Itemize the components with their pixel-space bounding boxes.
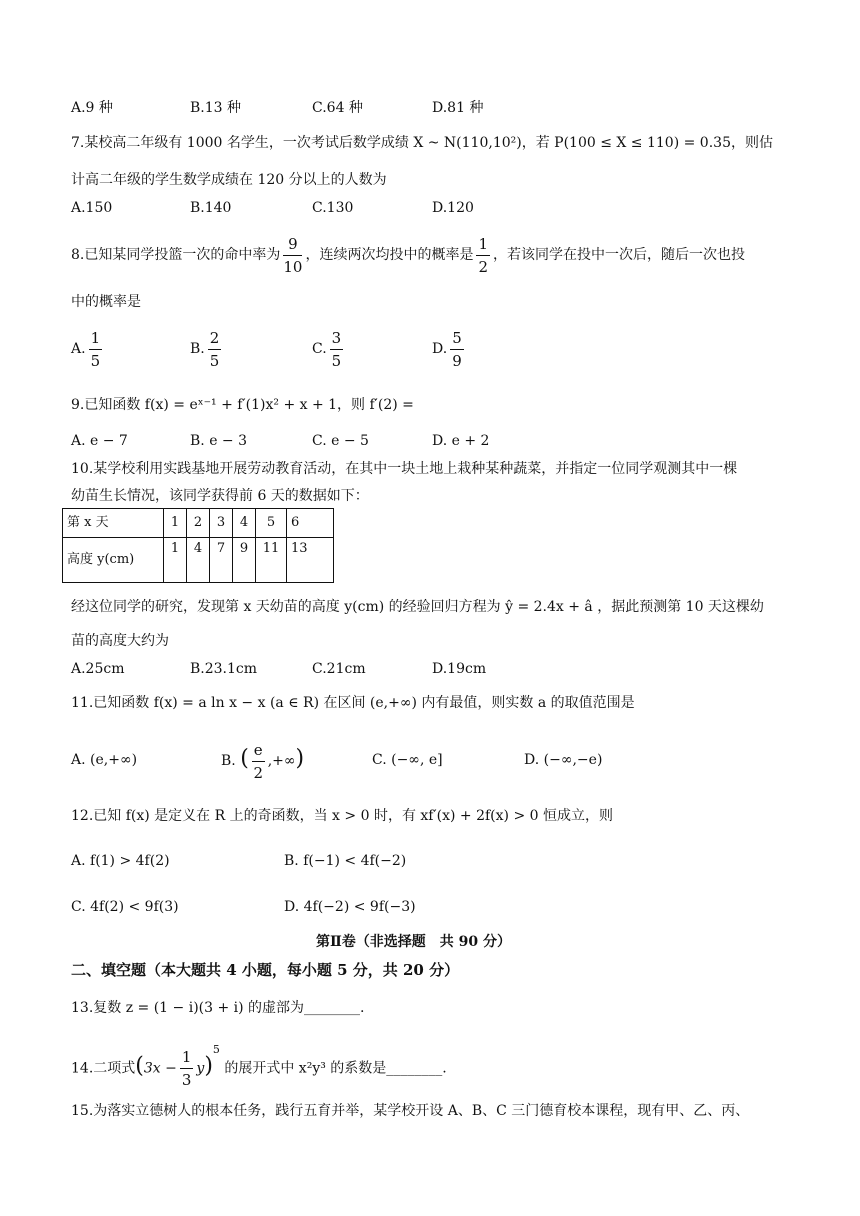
q8-stem-line1 bbox=[71, 232, 745, 278]
q11-option-c: C. (−∞, e] bbox=[372, 752, 443, 768]
q11-option-b-lparen: ( bbox=[240, 746, 249, 771]
q12-option-b: B. f(−1) < 4f(−2) bbox=[284, 853, 407, 869]
q12-option-c: C. 4f(2) < 9f(3) bbox=[71, 899, 179, 915]
section2-title: 二、填空题（本大题共 4 小题，每小题 5 分，共 20 分） bbox=[71, 961, 460, 979]
q11-option-b-label: B. bbox=[221, 753, 236, 769]
q9-option-d: D. e + 2 bbox=[432, 433, 490, 449]
q7-stem-line2: 计高二年级的学生数学成绩在 120 分以上的人数为 bbox=[71, 172, 387, 188]
q8-option-b-den: 5 bbox=[209, 351, 220, 370]
q10-option-a: A.25cm bbox=[71, 661, 125, 677]
q8-option-c-den: 5 bbox=[331, 351, 342, 370]
q8-option-a-num: 1 bbox=[89, 327, 103, 350]
q8-stem-line2: 中的概率是 bbox=[71, 294, 141, 310]
q8-option-b-num: 2 bbox=[208, 327, 222, 350]
q10-option-b: B.23.1cm bbox=[190, 661, 258, 677]
q8-fraction-both bbox=[476, 233, 490, 278]
table-cell: 1 bbox=[164, 509, 187, 538]
q8-option-a-label: A. bbox=[71, 341, 86, 357]
table-cell: 3 bbox=[210, 509, 233, 538]
q12-option-a: A. f(1) > 4f(2) bbox=[71, 853, 170, 869]
growth-data-table bbox=[62, 508, 334, 583]
q8-option-b-label: B. bbox=[190, 341, 205, 357]
q8-frac2-den: 2 bbox=[478, 257, 488, 276]
q11-option-a: A. (e,+∞) bbox=[71, 752, 138, 768]
table-cell: 11 bbox=[256, 538, 287, 583]
q9-option-a: A. e − 7 bbox=[71, 433, 128, 449]
table-header-height: 高度 y(cm) bbox=[63, 538, 164, 583]
q8-option-d-label: D. bbox=[432, 341, 448, 357]
q8-fraction-hit-rate bbox=[283, 233, 302, 278]
q11-option-b-rparen: ) bbox=[295, 746, 305, 771]
q15-stem: 15.为落实立德树人的根本任务，践行五育并举，某学校开设 A、B、C 三门德育校本课程，现有甲、乙、丙、 bbox=[71, 1103, 750, 1119]
q14-frac-num: 1 bbox=[180, 1046, 194, 1069]
q14-expr-left: 3x − bbox=[143, 1060, 177, 1077]
q8-prefix: 8.已知某同学投篮一次的命中率为 bbox=[71, 247, 281, 263]
q11-option-b bbox=[221, 736, 304, 784]
table-cell: 7 bbox=[210, 538, 233, 583]
q8-frac1-den: 10 bbox=[283, 257, 303, 276]
q10-stem-line3: 经这位同学的研究，发现第 x 天幼苗的高度 y(cm) 的经验回归方程为 ŷ = 2.4x + â ，据此预测第 10 天这棵幼 bbox=[71, 599, 764, 615]
q14-suffix: 的展开式中 x²y³ 的系数是________. bbox=[224, 1060, 447, 1077]
table-row-days bbox=[63, 509, 334, 538]
table-cell: 6 bbox=[287, 509, 334, 538]
table-cell: 4 bbox=[233, 509, 256, 538]
q8-option-a-den: 5 bbox=[90, 351, 101, 370]
q14-lparen: ( bbox=[135, 1053, 144, 1079]
q9-option-b: B. e − 3 bbox=[190, 433, 248, 449]
q8-option-c bbox=[312, 326, 346, 372]
q10-stem-line4: 苗的高度大约为 bbox=[71, 633, 169, 649]
q10-stem-line1: 10.某学校利用实践基地开展劳动教育活动，在其中一块土地上栽种某种蔬菜，并指定一位同学观测其中一棵 bbox=[71, 461, 738, 477]
q10-option-d: D.19cm bbox=[432, 661, 487, 677]
q8-option-c-num: 3 bbox=[330, 327, 344, 350]
table-header-day: 第 x 天 bbox=[63, 509, 164, 538]
q13-stem: 13.复数 z = (1 − i)(3 + i) 的虚部为________. bbox=[71, 1000, 365, 1016]
q8-suffix: ，若该同学在投中一次后，随后一次也投 bbox=[493, 247, 745, 263]
q14-prefix: 14.二项式 bbox=[71, 1060, 136, 1077]
q9-stem: 9.已知函数 f(x) = eˣ⁻¹ + f′(1)x² + x + 1，则 f′(2) = bbox=[71, 397, 414, 413]
table-cell: 5 bbox=[256, 509, 287, 538]
q8-option-d-num: 5 bbox=[450, 327, 464, 350]
q12-option-d: D. 4f(−2) < 9f(−3) bbox=[284, 899, 416, 915]
q7-stem-line1: 7.某校高二年级有 1000 名学生，一次考试后数学成绩 X ~ N(110,10²)，若 P(100 ≤ X ≤ 110) = 0.35，则估 bbox=[71, 135, 773, 151]
q7-option-b: B.140 bbox=[190, 200, 232, 216]
table-row-heights bbox=[63, 538, 334, 583]
part2-title: 第Ⅱ卷（非选择题 共 90 分） bbox=[316, 934, 512, 950]
q11-stem: 11.已知函数 f(x) = a ln x − x (a ∈ R) 在区间 (e,+∞) 内有最值，则实数 a 的取值范围是 bbox=[71, 695, 635, 711]
table-cell: 2 bbox=[187, 509, 210, 538]
table-cell: 4 bbox=[187, 538, 210, 583]
q8-option-d-den: 9 bbox=[452, 351, 462, 370]
q10-option-c: C.21cm bbox=[312, 661, 366, 677]
q14-frac-den: 3 bbox=[181, 1071, 192, 1090]
q7-option-a: A.150 bbox=[71, 200, 113, 216]
table-cell: 13 bbox=[287, 538, 334, 583]
q6-option-b: B.13 种 bbox=[190, 100, 242, 116]
table-cell: 9 bbox=[233, 538, 256, 583]
q7-option-d: D.120 bbox=[432, 200, 474, 216]
q11-option-d: D. (−∞,−e) bbox=[524, 752, 603, 768]
q8-option-d bbox=[432, 326, 467, 372]
q8-option-a bbox=[71, 326, 105, 372]
q7-option-c: C.130 bbox=[312, 200, 354, 216]
q11-option-b-tail: ,+∞ bbox=[267, 753, 296, 769]
table-cell: 1 bbox=[164, 538, 187, 583]
q14-power: 5 bbox=[212, 1043, 220, 1056]
q12-stem: 12.已知 f(x) 是定义在 R 上的奇函数，当 x > 0 时，有 xf′(x) + 2f(x) > 0 恒成立，则 bbox=[71, 808, 613, 824]
q6-option-a: A.9 种 bbox=[71, 100, 113, 116]
q8-mid: ，连续两次均投中的概率是 bbox=[305, 247, 474, 263]
q8-frac1-num: 9 bbox=[283, 233, 302, 256]
q9-option-c: C. e − 5 bbox=[312, 433, 369, 449]
q14-rparen: ) bbox=[204, 1053, 213, 1079]
q6-option-c: C.64 种 bbox=[312, 100, 363, 116]
q11-option-b-den: 2 bbox=[253, 763, 264, 782]
q14-stem bbox=[71, 1040, 447, 1093]
q10-stem-line2: 幼苗生长情况，该同学获得前 6 天的数据如下： bbox=[71, 488, 369, 504]
q11-option-b-num: e bbox=[252, 739, 265, 762]
q6-option-d: D.81 种 bbox=[432, 100, 484, 116]
q8-option-b bbox=[190, 326, 224, 372]
q8-option-c-label: C. bbox=[312, 341, 327, 357]
q14-expr-right: y bbox=[196, 1060, 205, 1077]
q8-frac2-num: 1 bbox=[476, 233, 490, 256]
